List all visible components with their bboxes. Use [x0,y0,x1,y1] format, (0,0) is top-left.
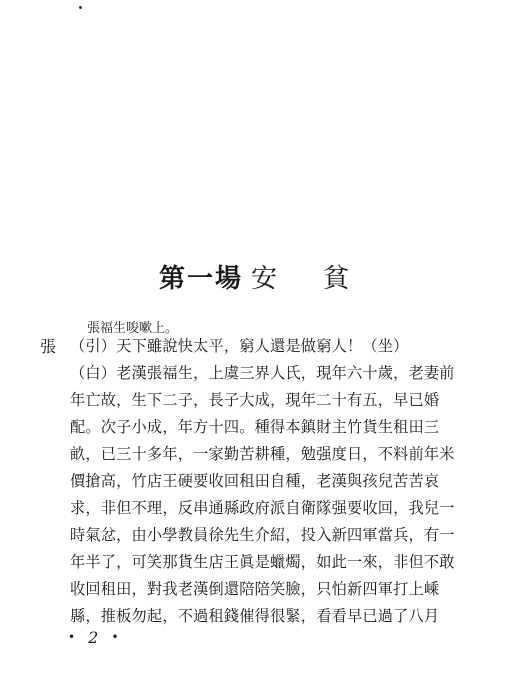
dialogue-line: 縣，推板勿起，不過租錢催得很緊，看看早已過了八月 [70,607,440,625]
dialogue-line: 收回租田，對我老漢倒還陪陪笑臉，只怕新四軍打上嵊 [70,580,440,598]
dialogue-line: （白）老漢張福生，上虞三界人氏，現年六十歲，老妻前 [70,364,455,382]
dialogue-line: 求，非但不理，反串通縣政府派自衛隊强要收回，我兒一 [70,499,455,517]
scene-heading [0,258,518,295]
dialogue-line: 配。次子小成，年方十四。種得本鎮財主竹貨生租田三 [70,418,440,436]
ink-speck [79,6,82,9]
scene-name: 安 貧 [251,264,360,294]
scene-number: 第一場 [158,264,243,294]
dialogue-line: 年半了，可笑那貨生店王眞是蠟燭，如此一來，非但不敢 [70,553,455,571]
footer-dot: • [111,630,119,644]
page-footer [68,628,119,647]
footer-dot: • [68,630,76,644]
dialogue-line: 畝，已三十多年，一家勤苦耕種，勉强度日，不料前年米 [70,445,455,463]
stage-direction: 張福生唆嗽上。 [87,321,179,336]
page-number: 2 [88,628,99,647]
dialogue-line: （引）天下雖說快太平，窮人還是做窮人！（坐） [70,337,409,355]
speaker-name: 張 [40,337,57,356]
dialogue-line: 價搶高，竹店王硬要收回租田自種，老漢與孩兒苦苦哀 [70,472,440,490]
dialogue-line: 年亡故，生下二子，長子大成，現年二十有五，早已婚 [70,391,440,409]
dialogue-line: 時氣忿，由小學教員徐先生介紹，投入新四軍當兵，有一 [70,526,455,544]
